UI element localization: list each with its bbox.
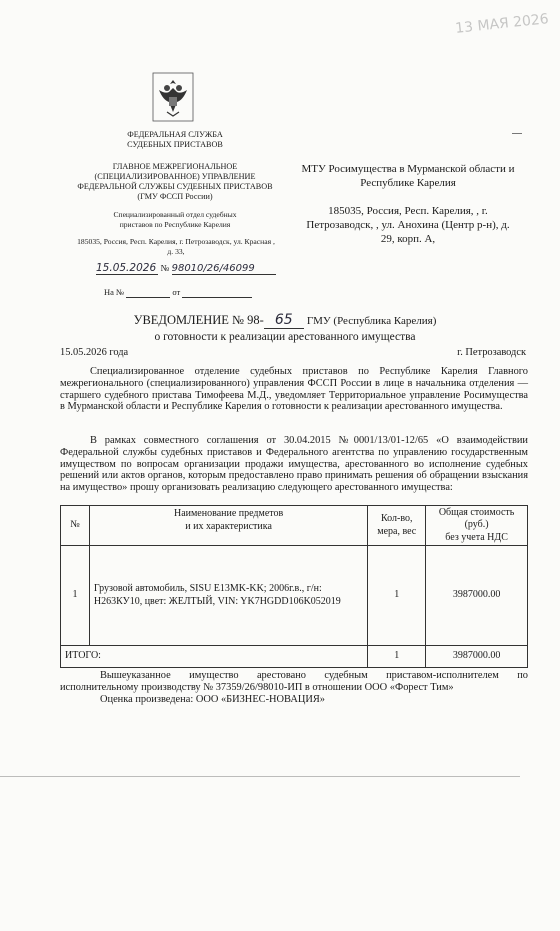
sender-address-line-2: д. 33, xyxy=(167,246,185,256)
recipient-name-line-2: Республике Карелия xyxy=(360,177,456,189)
header-qty: Кол-во, мера, вес xyxy=(368,506,426,546)
header-cost: Общая стоимость (руб.) без учета НДС xyxy=(426,506,528,546)
coat-of-arms-icon xyxy=(151,72,195,122)
sender-service-name xyxy=(98,130,252,150)
ref-from-label: от xyxy=(172,287,181,297)
total-qty: 1 xyxy=(368,646,426,668)
recipient-address-line-2: Петрозаводск, , ул. Анохина (Центр р-н), д. xyxy=(306,219,510,231)
department-line-4: (ГМУ ФССП России) xyxy=(137,192,213,201)
scan-mark xyxy=(512,133,522,134)
recipient-address-line-1: 185035, Россия, Респ. Карелия, , г. xyxy=(328,205,488,217)
sender-address-line-1: 185035, Россия, Респ. Карелия, г. Петрозаводск, ул. Красная , xyxy=(77,237,275,246)
document-date: 15.05.2026 года xyxy=(60,347,129,358)
paragraph-notification: Специализированное отделение судебных приставов по Республике Карелия Главного межрегионального (специализированного) управления ФССП России в лице в начальника отделения — старшего судебного пристава Тимофеева М.Д., уведомляет Территориальное управление Росимущества в Мурманской области и Республике Карелия о готовности к реализации арестованного имущества. xyxy=(60,366,528,413)
table-total-row xyxy=(61,646,528,668)
department-line-3: ФЕДЕРАЛЬНОЙ СЛУЖБЫ СУДЕБНЫХ ПРИСТАВОВ xyxy=(77,182,273,191)
title-suffix: ГМУ (Республика Карелия) xyxy=(306,315,437,327)
title-number: 65 xyxy=(264,312,304,329)
service-line-1: ФЕДЕРАЛЬНАЯ СЛУЖБА xyxy=(127,130,223,139)
ref-from-blank xyxy=(182,287,252,298)
unit-line-1: Специализированный отдел судебных xyxy=(113,210,237,219)
received-stamp: 13 МАЯ 2026 xyxy=(454,11,550,37)
row-num: 1 xyxy=(61,546,90,646)
title-prefix: УВЕДОМЛЕНИЕ № 98- xyxy=(133,313,264,327)
ref-no-label: На № xyxy=(104,287,125,297)
property-table xyxy=(60,505,528,668)
paragraph-appraisal: Оценка произведена: ООО «БИЗНЕС-НОВАЦИЯ» xyxy=(100,694,325,705)
department-line-1: ГЛАВНОЕ МЕЖРЕГИОНАЛЬНОЕ xyxy=(112,162,238,171)
outgoing-no-label: № xyxy=(160,263,170,273)
department-line-2: (СПЕЦИАЛИЗИРОВАННОЕ) УПРАВЛЕНИЕ xyxy=(94,172,256,181)
recipient-address-line-3: 29, корп. А, xyxy=(380,233,436,245)
ref-no-blank xyxy=(126,287,170,298)
document-city: г. Петрозаводск xyxy=(457,347,526,358)
paragraph-arrest: Вышеуказанное имущество арестовано судебным приставом-исполнителем по исполнительному производству № 37359/26/98010-ИП в отношении ООО «Форест Тим» xyxy=(60,670,528,693)
recipient-address xyxy=(280,204,536,246)
service-line-2: СУДЕБНЫХ ПРИСТАВОВ xyxy=(127,140,223,149)
header-name: Наименование предметов и их характеристика xyxy=(89,506,367,546)
total-cost: 3987000.00 xyxy=(426,646,528,668)
recipient-name-line-1: МТУ Росимущества в Мурманской области и xyxy=(301,163,515,175)
table-header-row xyxy=(61,506,528,546)
row-qty: 1 xyxy=(368,546,426,646)
sender-unit xyxy=(90,210,260,229)
outgoing-reference xyxy=(96,262,296,278)
incoming-reference xyxy=(104,287,264,298)
row-name: Грузовой автомобиль, SISU E13MK-KK; 2006г.в., г/н: Н263КУ10, цвет: ЖЕЛТЫЙ, VIN: YK7HGDD106K052019 xyxy=(89,546,367,646)
document-title xyxy=(60,312,510,329)
paragraph-agreement: В рамках совместного соглашения от 30.04.2015 №0001/13/01-12/65 «О взаимодействии Федеральной службы судебных приставов и Федерального агентства по управлению государственным имуществом по вопросам организации продажи имущества, арестованного во исполнение судебных решений или актов органов, которым предоставлено право принимать решения об обращении взыскания на имущество» прошу организовать реализацию следующего арестованного имущества: xyxy=(60,435,528,494)
sender-department xyxy=(68,162,282,202)
unit-line-2: приставов по Республике Карелия xyxy=(119,219,231,229)
header-num: № xyxy=(61,506,90,546)
document-subtitle: о готовности к реализации арестованного имущества xyxy=(154,331,416,343)
recipient-name xyxy=(286,162,530,190)
scan-edge-line xyxy=(0,776,520,777)
total-label: ИТОГО: xyxy=(61,646,368,668)
table-row xyxy=(61,546,528,646)
row-cost: 3987000.00 xyxy=(426,546,528,646)
outgoing-date: 15.05.2026 xyxy=(96,262,157,274)
outgoing-number: 98010/26/46099 xyxy=(172,263,276,275)
sender-address xyxy=(58,237,294,256)
